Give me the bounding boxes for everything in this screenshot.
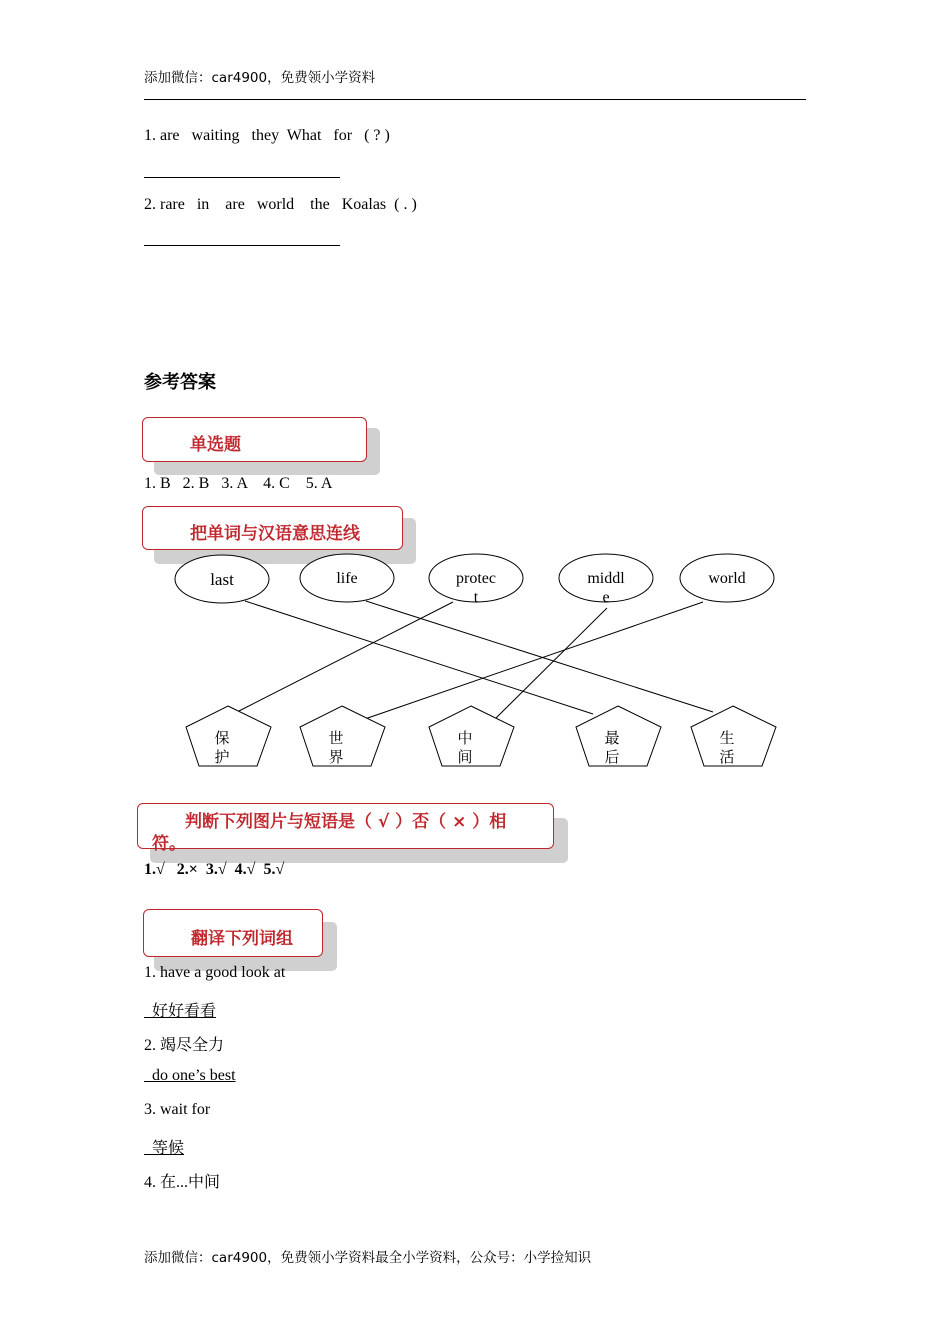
word-label: life	[336, 570, 358, 587]
meaning-label: 活	[719, 750, 735, 766]
word-label: t	[473, 589, 479, 606]
reorder-question-2: 2. rare in are world the Koalas ( . )	[144, 196, 417, 213]
answers-title: 参考答案	[144, 372, 216, 393]
reorder-question-1: 1. are waiting they What for ( ? )	[144, 127, 390, 144]
section-title: 翻译下列词组	[191, 929, 293, 949]
judge-answers: 1.√ 2.× 3.√ 4.√ 5.√	[144, 861, 285, 878]
word-label: middl	[587, 570, 625, 587]
translate-answer-3: 等候	[144, 1140, 185, 1157]
meaning-label: 界	[328, 750, 344, 766]
word-label: e	[602, 589, 610, 606]
meaning-label: 世	[328, 731, 344, 747]
meaning-label: 保	[214, 731, 230, 747]
meaning-label: 中	[457, 731, 473, 747]
match-line-middle-zhongjian	[494, 608, 607, 720]
translate-answer-1: 好好看看	[144, 1003, 217, 1020]
section-banner-judge	[137, 803, 554, 854]
page-header-text: 添加微信：car4900，免费领小学资料	[144, 70, 376, 86]
meaning-label: 生	[719, 731, 735, 747]
match-line-world-shijie	[362, 602, 703, 720]
section-title: 判断下列图片与短语是（ √ ）否（ × ）相	[185, 812, 507, 832]
page-footer-text: 添加微信：car4900，免费领小学资料最全小学资料，公众号：小学捡知识	[144, 1250, 592, 1266]
meaning-label: 护	[214, 750, 230, 766]
translate-question-2: 2. 竭尽全力	[144, 1037, 225, 1054]
match-line-life-shenghuo	[366, 601, 713, 712]
single-choice-answers: 1. B 2. B 3. A 4. C 5. A	[144, 475, 333, 492]
meaning-label: 间	[457, 750, 473, 766]
translate-question-1: 1. have a good look at	[144, 964, 286, 981]
section-title-cont: 符。	[152, 834, 186, 854]
section-title: 单选题	[190, 435, 241, 455]
match-line-protect-baohu	[237, 602, 453, 712]
translate-answer-2: do one’s best	[144, 1067, 236, 1084]
meaning-label: 后	[604, 750, 620, 766]
section-banner-translate	[143, 909, 323, 957]
word-label: last	[210, 570, 234, 589]
translate-question-4: 4. 在...中间	[144, 1174, 221, 1191]
word-label: protec	[456, 570, 496, 587]
word-label: world	[708, 570, 746, 587]
meaning-label: 最	[604, 731, 620, 747]
section-title: 把单词与汉语意思连线	[190, 524, 360, 544]
translate-question-3: 3. wait for	[144, 1101, 211, 1118]
